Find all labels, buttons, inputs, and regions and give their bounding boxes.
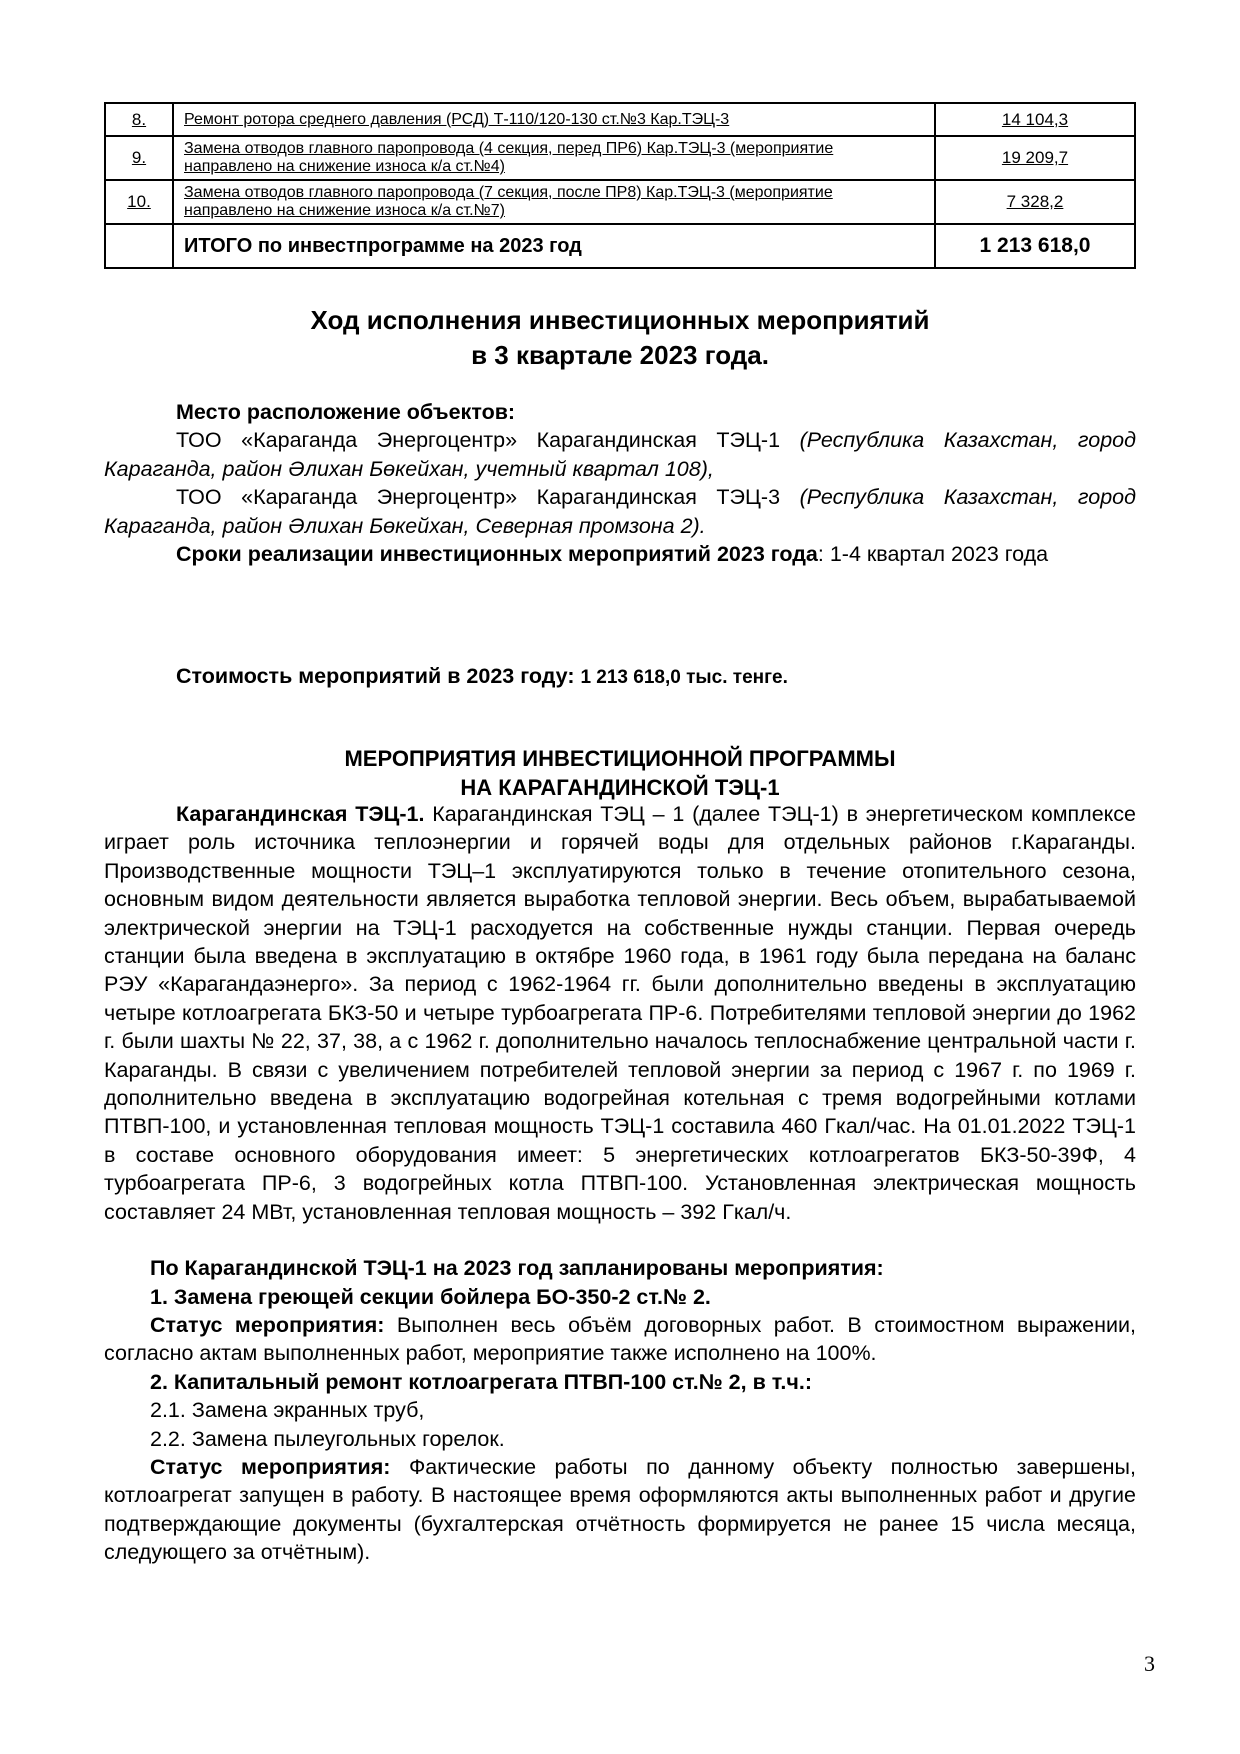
row-number: 8.	[105, 103, 173, 136]
row-value: 19 209,7	[935, 136, 1135, 180]
section-title-line1: Ход исполнения инвестиционных мероприятий	[310, 305, 930, 335]
total-value: 1 213 618,0	[935, 224, 1135, 268]
item2-sub1: 2.1. Замена экранных труб,	[150, 1398, 425, 1423]
terms-label: Сроки реализации инвестиционных мероприятий 2023 года	[176, 542, 818, 567]
program-title-line2: НА КАРАГАНДИНСКОЙ ТЭЦ-1	[460, 775, 780, 800]
row-name: Ремонт ротора среднего давления (РСД) Т-110/120-130 ст.№3 Кар.ТЭЦ-3	[173, 103, 935, 136]
investment-table	[104, 102, 1136, 269]
cost-text	[104, 662, 1136, 692]
page-number: 3	[1144, 1651, 1155, 1676]
intro-text: Карагандинская ТЭЦ – 1 (далее ТЭЦ-1) в энергетическом комплексе играет роль источника теплоэнергии и горячей воды для отдельных районов г.Караганды. Производственные мощности ТЭЦ–1 эксплуатируются только в течение отопительного сезона, основным видом деятельности является выработка тепловой энергии. Весь объем, вырабатываемой электрической энергии на ТЭЦ-1 расходуется на собственные нужды станции. Первая очередь станции была введена в эксплуатацию в октябре 1960 года, в 1961 году была передана на баланс РЭУ «Карагандаэнерго». За период с 1962-1964 гг. были дополнительно введены в эксплуатацию четыре котлоагрегата БКЗ-50 и четыре турбоагрегата ПР-6. Потребителями тепловой энергии до 1962 г. были шахты № 22, 37, 38, а с 1962 г. дополнительно началось теплоснабжение центральной части г. Караганды. В связи с увеличением потребителей тепловой энергии за период с 1967 г. по 1969 г. дополнительно введена в эксплуатацию водогрейная котельная с тремя водогрейными котлами ПТВП-100, и установленная тепловая мощность ТЭЦ-1 составила 460 Гкал/час. На 01.01.2022 ТЭЦ-1 в составе основного оборудования имеет: 5 энергетических котлоагрегатов БКЗ-50-39Ф, 4 турбоагрегата ПР-6, 3 водогрейных котла ПТВП-100. Установленная электрическая мощность составляет 24 МВт, установленная тепловая мощность – 392 Гкал/ч.	[104, 802, 1137, 1224]
intro-label: Карагандинская ТЭЦ-1.	[176, 802, 425, 826]
terms	[104, 540, 1136, 568]
location-heading: Место расположение объектов:	[176, 400, 516, 424]
section-title-line2: в 3 квартале 2023 года.	[471, 340, 769, 370]
item2-sub2: 2.2. Замена пылеугольных горелок.	[150, 1426, 505, 1451]
row-number: 10.	[105, 180, 173, 224]
empty-cell	[105, 224, 173, 268]
row-value: 7 328,2	[935, 180, 1135, 224]
item2-heading: 2. Капитальный ремонт котлоагрегата ПТВП-100 ст.№ 2, в т.ч.:	[150, 1369, 813, 1394]
location-tec3-address: (Республика Казахстан, город Караганда, район Әлихан Бөкейхан, Северная промзона 2).	[104, 485, 1136, 538]
cost-line	[104, 662, 1136, 692]
location-block	[104, 398, 1136, 568]
program-title-line1: МЕРОПРИЯТИЯ ИНВЕСТИЦИОННОЙ ПРОГРАММЫ	[344, 746, 896, 771]
table-total-row	[105, 224, 1135, 268]
item2-status	[104, 1453, 1136, 1567]
program-title	[104, 744, 1136, 802]
row-value: 14 104,3	[935, 103, 1135, 136]
table-row	[105, 180, 1135, 224]
table-row	[105, 136, 1135, 180]
planned-heading: По Карагандинской ТЭЦ-1 на 2023 год запланированы мероприятия:	[150, 1256, 884, 1281]
location-tec1-name: ТОО «Караганда Энергоцентр» Карагандинская ТЭЦ-1	[176, 428, 800, 453]
status-label: Статус мероприятия:	[150, 1312, 385, 1337]
row-number: 9.	[105, 136, 173, 180]
cost-label: Стоимость мероприятий в 2023 году:	[176, 664, 581, 688]
location-tec3	[104, 483, 1136, 540]
item1-heading: 1. Замена греющей секции бойлера БО-350-2 ст.№ 2.	[150, 1284, 711, 1309]
spacer	[104, 1226, 1136, 1254]
location-tec3-name: ТОО «Караганда Энергоцентр» Карагандинская ТЭЦ-3	[176, 485, 800, 510]
row-name: Замена отводов главного паропровода (4 секция, перед ПР6) Кар.ТЭЦ-3 (мероприятие направлено на снижение износа к/а ст.№4)	[173, 136, 935, 180]
section-title	[104, 303, 1136, 373]
terms-value: : 1-4 квартал 2023 года	[817, 542, 1049, 567]
item1-status-text: Выполнен весь объём договорных работ. В стоимостном выражении, согласно актам выполненных работ, мероприятие также исполнено на 100%.	[104, 1312, 1136, 1366]
program-body	[104, 800, 1136, 1567]
cost-value: 1 213 618,0 тыс. тенге.	[580, 667, 788, 688]
total-label: ИТОГО по инвестпрограмме на 2023 год	[173, 224, 935, 268]
row-name: Замена отводов главного паропровода (7 секция, после ПР8) Кар.ТЭЦ-3 (мероприятие направлено на снижение износа к/а ст.№7)	[173, 180, 935, 224]
location-tec1	[104, 426, 1136, 483]
location-tec1-address: (Республика Казахстан, город Караганда, район Әлихан Бөкейхан, учетный квартал 108),	[104, 428, 1136, 481]
item1-status	[104, 1311, 1136, 1368]
item2-status-text: Фактические работы по данному объекту полностью завершены, котлоагрегат запущен в работу. В настоящее время оформляются акты выполненных работ и другие подтверждающие документы (бухгалтерская отчётность формируется не ранее 15 числа месяца, следующего за отчётным).	[104, 1454, 1136, 1565]
intro-paragraph	[104, 800, 1136, 1226]
table-row	[105, 103, 1135, 136]
status-label: Статус мероприятия:	[150, 1454, 391, 1479]
